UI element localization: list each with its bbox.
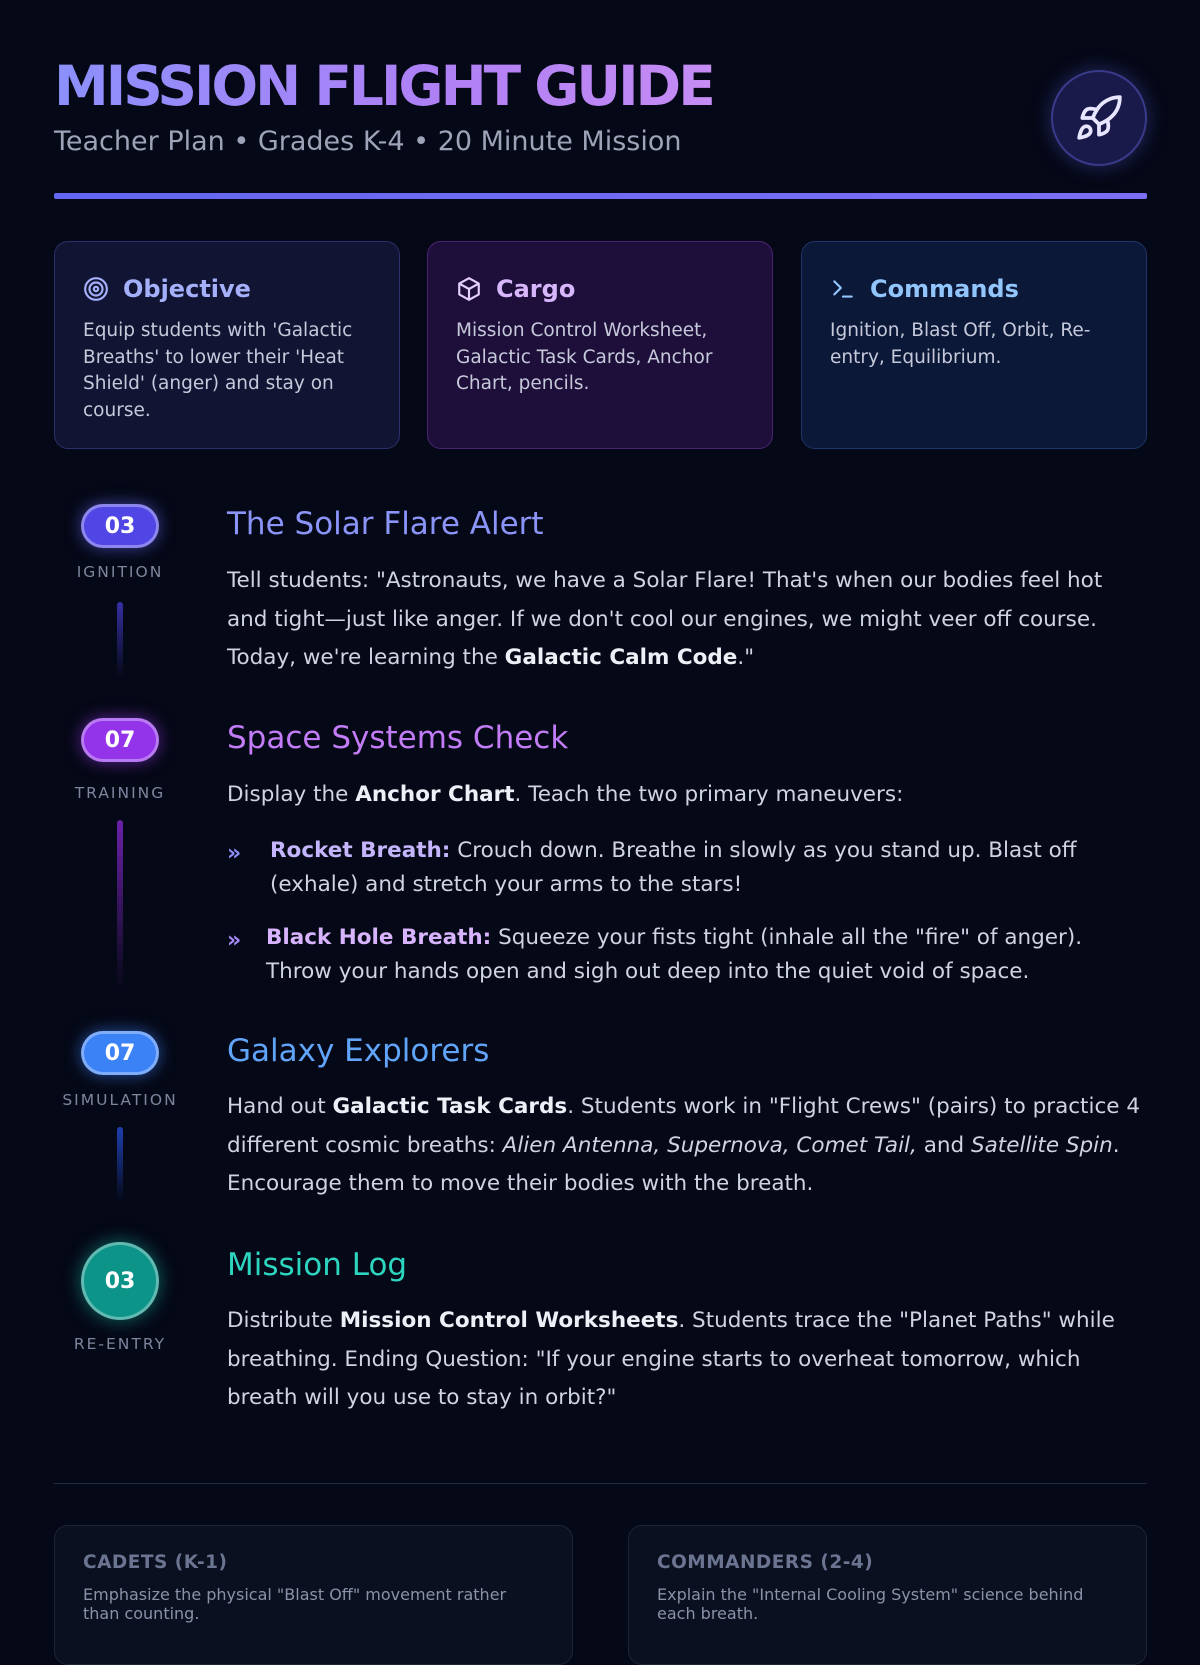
commands-text: Ignition, Blast Off, Orbit, Re-entry, Equilibrium.: [830, 320, 1091, 368]
emphasis-text: Mission Control Worksheets: [339, 1308, 679, 1333]
page-subtitle: Teacher Plan • Grades K-4 • 20 Minute Mission: [54, 126, 682, 157]
page-header: [54, 0, 1147, 200]
step-title: Galaxy Explorers: [227, 1033, 490, 1069]
rocket-badge: [1051, 70, 1147, 166]
breath-names: Alien Antenna, Supernova, Comet Tail,: [502, 1132, 917, 1158]
step-minutes-badge: 07: [81, 718, 159, 762]
step-body: Distribute Mission Control Worksheets. Students trace the "Planet Paths" while breathing. Ending Question: "If your engine starts to overheat tomorrow, which breath will you use to stay in orbit?": [227, 1308, 1115, 1410]
emphasis-text: Galactic Task Cards: [332, 1094, 568, 1119]
differentiation-text: Explain the "Internal Cooling System" science behind each breath.: [657, 1585, 1084, 1623]
step-connector: [117, 602, 123, 678]
step-connector: [117, 1127, 123, 1203]
emphasis-text: Anchor Chart: [355, 782, 515, 807]
step-minutes-badge: 03: [81, 504, 159, 548]
step-title: Space Systems Check: [227, 720, 569, 756]
differentiation-title: COMMANDERS (2-4): [657, 1552, 874, 1573]
objective-card: [54, 241, 400, 449]
step-title: The Solar Flare Alert: [227, 506, 544, 542]
page-title: MISSION FLIGHT GUIDE: [54, 54, 713, 118]
cargo-title: Cargo: [496, 275, 576, 303]
step-body: Tell students: "Astronauts, we have a Solar Flare! That's when our bodies feel hot and tight—just like anger. If we don't cool our engines, we might veer off course. Today, we're learning the Galactic Calm Code.": [227, 568, 1103, 670]
differentiation-title: CADETS (K-1): [83, 1552, 228, 1573]
header-divider: [54, 193, 1147, 199]
objective-text: Equip students with 'Galactic Breaths' to lower their 'Heat Shield' (anger) and stay on course.: [83, 320, 353, 421]
step-body: Hand out Galactic Task Cards. Students work in "Flight Crews" (pairs) to practice 4 different cosmic breaths: Alien Antenna, Supernova, Comet Tail, and Satellite Spin. Encourage them to move their bodies with the breath.: [227, 1094, 1141, 1196]
breath-name: Satellite Spin: [970, 1132, 1113, 1158]
step-minutes-badge: 07: [81, 1031, 159, 1075]
step-label: RE-ENTRY: [73, 1335, 167, 1353]
commands-title: Commands: [870, 275, 1019, 303]
rocket-icon: [1074, 93, 1124, 143]
step-label: TRAINING: [74, 784, 166, 802]
terminal-icon: [830, 276, 856, 302]
step-title: Mission Log: [227, 1247, 408, 1283]
chevron-double-icon: »: [227, 841, 242, 866]
chevron-double-icon: »: [227, 928, 242, 953]
step-body: Display the Anchor Chart. Teach the two primary maneuvers:: [227, 782, 904, 807]
step-label: IGNITION: [76, 563, 164, 581]
step-label: SIMULATION: [62, 1091, 178, 1109]
cargo-card: [427, 241, 773, 449]
step-minutes-badge: 03: [81, 1242, 159, 1320]
differentiation-card-cadets: [54, 1525, 573, 1665]
step-connector: [117, 820, 123, 990]
maneuver-name: Black Hole Breath:: [266, 925, 492, 950]
maneuver-name: Rocket Breath:: [270, 838, 451, 863]
emphasis-text: Galactic Calm Code: [504, 645, 738, 670]
commands-card: [801, 241, 1147, 449]
lesson-plan-page: MISSION FLIGHT GUIDE Teacher Plan • Grades K-4 • 20 Minute Mission Objective Equip students with 'Galactic Breaths' to lower their 'Heat Shield' (anger) and stay on course. Cargo Mission Control Worksheet, Galactic Task Cards, Anchor Chart, pencils. Commands Ignition, Blast Off, Orbit, Re-entry, Equilibrium. 03 IGNITION The Solar Flare Alert Tell students: "Astronauts, we have a Solar Flare! That's when our bodies feel hot and tight—just like anger. If we don't cool our engines, we might veer off course. Today, we're learning the Galactic Calm Code." 07 TRAINING Space Systems Check Display the Anchor Chart. Teach the two primary maneuvers: » Rocket Breath: Crouch down. Breathe in slowly as you stand up. Blast off (exhale) and stretch your arms to the stars! » Black Hole Breath: Squeeze your fists tight (inhale all the "fire" of anger). Throw your hands open and sigh out deep into the quiet void of space. 07 SIMULATION Galaxy Explorers Hand out Galactic Task Cards. Students work in "Flight Crews" (pairs) to practice 4 different cosmic breaths: Alien Antenna, Supernova, Comet Tail, and Satellite Spin. Encourage them to move their bodies with the breath. 03 RE-ENTRY Mission Log Distribute Mission Control Worksheets. Students trace the "Planet Paths" while breathing. Ending Question: "If your engine starts to overheat tomorrow, which breath will you use to stay in orbit?" CADETS (K-1) Emphasize the physical "Blast Off" movement rather than counting. COMMANDERS (2-4) Explain the "Internal Cooling System" science behind each breath.: [54, 0, 1147, 200]
differentiation-card-commanders: [628, 1525, 1147, 1665]
differentiation-text: Emphasize the physical "Blast Off" movement rather than counting.: [83, 1585, 507, 1623]
section-divider: [54, 1483, 1147, 1484]
objective-title: Objective: [123, 275, 251, 303]
overview-cards: [54, 241, 1147, 449]
cube-icon: [456, 276, 482, 302]
target-icon: [83, 276, 109, 302]
cargo-text: Mission Control Worksheet, Galactic Task Cards, Anchor Chart, pencils.: [456, 320, 713, 394]
